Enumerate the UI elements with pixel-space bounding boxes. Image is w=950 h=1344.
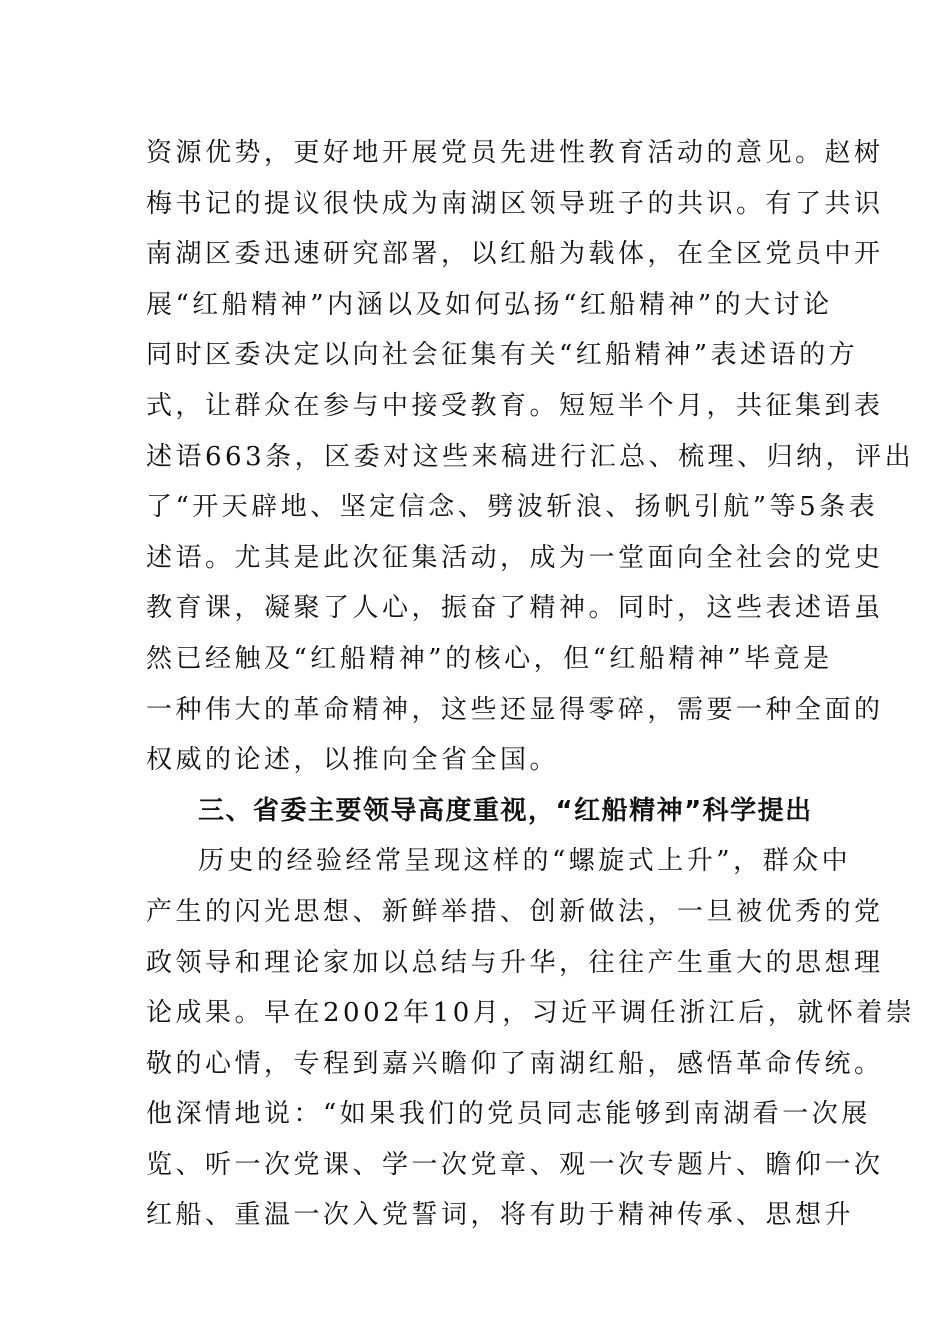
paragraph-1-line: 展“红船精神”内涵以及如何弘扬“红船精神”的大讨论 [146,289,833,320]
document-body [146,128,916,1241]
paragraph-1-line: 然已经触及“红船精神”的核心，但“红船精神”毕竟是 [146,643,833,674]
paragraph-1-line: 一种伟大的革命精神，这些还显得零碎，需要一种全面的 [146,694,884,725]
paragraph-2-line: 览、听一次党课、学一次党章、观一次专题片、瞻仰一次 [146,1149,884,1180]
section-heading: 三、省委主要领导高度重视，“红船精神”科学提出 [198,795,813,826]
paragraph-2-line: 政领导和理论家加以总结与升华，往往产生重大的思想理 [146,947,884,978]
paragraph-2-line: 历史的经验经常呈现这样的“螺旋式上升”，群众中 [198,846,852,877]
paragraph-1-line: 资源优势，更好地开展党员先进性教育活动的意见。赵树 [146,138,884,168]
paragraph-1-line: 权威的论述，以推向全省全国。 [146,745,560,776]
paragraph-2-line: 红船、重温一次入党誓词，将有助于精神传承、思想升 [146,1200,855,1231]
paragraph-1-line: 同时区委决定以向社会征集有关“红船精神”表述语的方 [146,340,859,371]
paragraph-1-line: 教育课，凝聚了人心，振奋了精神。同时，这些表述语虽 [146,593,884,624]
paragraph-2-line: 论成果。早在2002年10月，习近平调任浙江后，就怀着崇 [146,998,916,1029]
paragraph-2-line: 产生的闪光思想、新鲜举措、创新做法，一旦被优秀的党 [146,896,884,927]
paragraph-2-line: 他深情地说：“如果我们的党员同志能够到南湖看一次展 [146,1099,871,1130]
paragraph-1-line: 梅书记的提议很快成为南湖区领导班子的共识。有了共识 [146,188,884,219]
paragraph-1-line: 了“开天辟地、坚定信念、劈波斩浪、扬帆引航”等5条表 [146,492,879,523]
paragraph-1-line: 南湖区委迅速研究部署，以红船为载体，在全区党员中开 [146,239,884,270]
paragraph-2-line: 敬的心情，专程到嘉兴瞻仰了南湖红船，感悟革命传统。 [146,1048,884,1079]
paragraph-1-line: 式，让群众在参与中接受教育。短短半个月，共征集到表 [146,390,884,421]
paragraph-1-line: 述语663条，区委对这些来稿进行汇总、梳理、归纳，评出 [146,441,915,472]
paragraph-1-line: 述语。尤其是此次征集活动，成为一堂面向全社会的党史 [146,542,884,573]
